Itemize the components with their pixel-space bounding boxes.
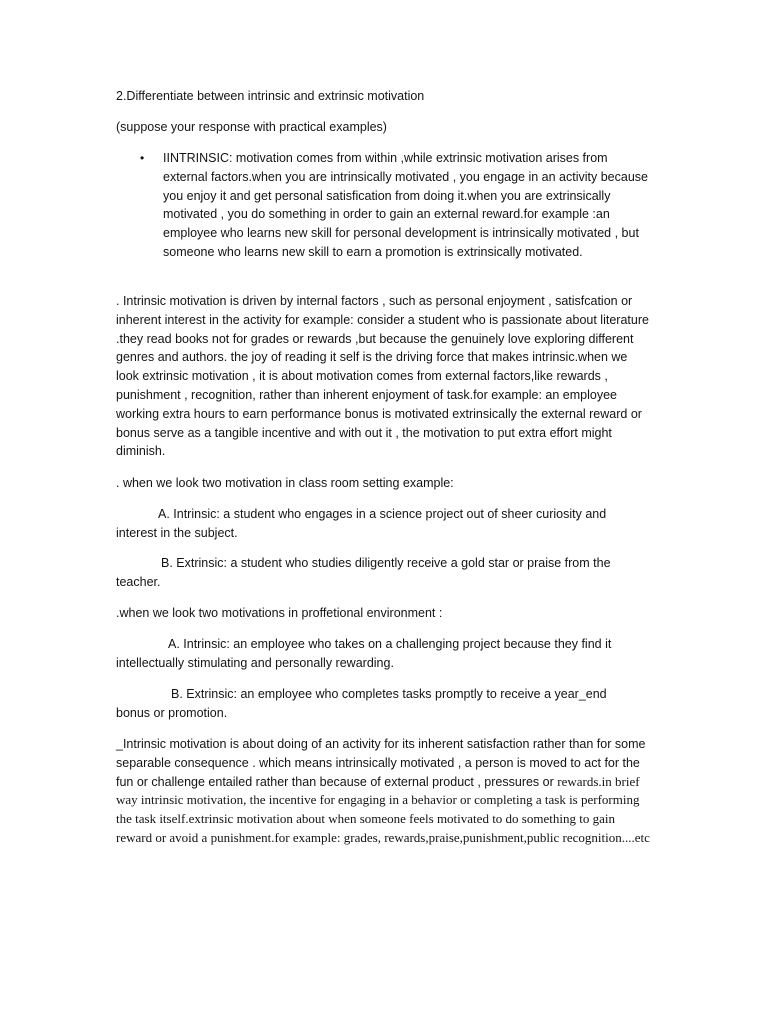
question-subtitle: (suppose your response with practical examples) — [116, 120, 387, 134]
question-title: 2.Differentiate between intrinsic and extrinsic motivation — [116, 89, 425, 103]
paragraph-intrinsic-extrinsic: . Intrinsic motivation is driven by internal factors , such as personal enjoyment , satisfcation or inherent interest in the activity for example: consider a student who is passionate about literature .they read books not for grades or rewards ,but because the genuinely love exploring different genres and authors. the joy of reading it self is the driving force that makes intrinsic.when we look extrinsic motivation , it is about motivation comes from external factors,like rewards , punishment , recognition, rather than inherent enjoyment of task.for example: an employee working extra hours to earn performance bonus is motivated extrinsically the external reward or bonus serve as a tangible incentive and with out it , the motivation to put extra effort might diminish. — [116, 294, 649, 459]
paragraph-classroom-extrinsic: B. Extrinsic: a student who studies diligently receive a gold star or praise from the teacher. — [116, 556, 611, 589]
paragraph-professional-intrinsic: A. Intrinsic: an employee who takes on a challenging project because they find it intellectually stimulating and personally rewarding. — [116, 637, 612, 670]
paragraph-classroom-intrinsic: A. Intrinsic: a student who engages in a science project out of sheer curiosity and interest in the subject. — [116, 507, 607, 540]
paragraph-summary-serif: rewards.in brief way intrinsic motivation, the incentive for engaging in a behavior or completing a task is performing the task itself.extrinsic motivation about when someone feels motivated to do something to gain reward or avoid a punishment.for example: grades, rewards,praise,punishment,public recognition....etc — [116, 773, 650, 845]
paragraph-professional-extrinsic: B. Extrinsic: an employee who completes tasks promptly to receive a year_end bonus or promotion. — [116, 687, 607, 720]
bullet-item — [140, 149, 650, 262]
paragraph-summary-sans: _Intrinsic motivation is about doing of an activity for its inherent satisfaction rather than for some separable consequence . which means intrinsically motivated , a person is moved to act for the fun or challenge entailed rather than because of external product , pressures or — [116, 737, 646, 789]
bullet-text: IINTRINSIC: motivation comes from within ,while extrinsic motivation arises from external factors.when you are intrinsically motivated , you engage in an activity because you enjoy it and get personal satisfication from doing it.when you are extrinsically motivated , you do something in order to gain an external reward.for example :an employee who learns new skill for personal development is intrinsically motivated , but someone who learns new skill to earn a promotion is extrinsically motivated. — [163, 151, 648, 259]
paragraph-professional-heading: .when we look two motivations in proffetional environment : — [116, 606, 443, 620]
paragraph-summary — [116, 735, 650, 848]
paragraph-classroom-heading: . when we look two motivation in class room setting example: — [116, 476, 454, 490]
bullet-icon: • — [140, 151, 145, 165]
